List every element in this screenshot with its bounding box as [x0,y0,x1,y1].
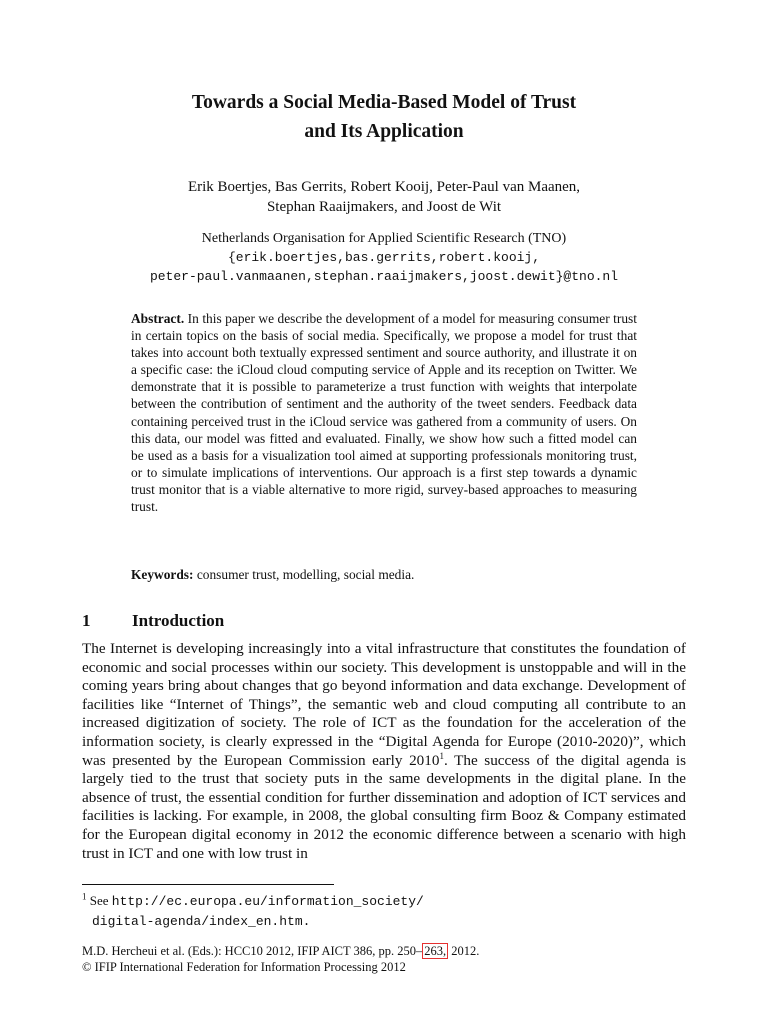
abstract-label: Abstract. [131,311,185,326]
affiliation: Netherlands Organisation for Applied Scientific Research (TNO) [201,231,567,246]
section-title: Introduction [132,611,225,630]
citation-footer [82,943,479,975]
footnote-see: See [89,893,109,908]
intro-paragraph [82,640,686,863]
copyright: © IFIP International Federation for Information Processing 2012 [82,960,406,974]
footnote-url-1[interactable]: http://ec.europa.eu/information_society/ [111,894,424,909]
footnote-divider [82,884,334,885]
footnote-mark: 1 [82,891,87,902]
citation-post: 2012. [448,944,480,958]
keywords-label: Keywords: [131,567,194,582]
keywords [131,566,414,583]
page-range-link[interactable]: 263, [424,944,447,958]
footnote-url-2[interactable]: digital-agenda/index_en.htm. [92,914,311,929]
citation-pre: M.D. Hercheui et al. (Eds.): HCC10 2012, IFIP AICT 386, pp. 250– [82,944,423,958]
section-heading [82,611,224,631]
author-list [0,177,768,217]
footnote-reference[interactable]: 1 [439,750,444,761]
paper-title [0,88,768,146]
authors-line-2: Stephan Raaijmakers, and Joost de Wit [266,199,502,215]
intro-text-2: . The success of the digital agenda is largely tied to the trust that society puts in the same developments in the digital plane. In the absence of trust, the essential condition for further dissemination and adoption of ICT services and facilities is lacking. For example, in 2008, the global consulting firm Booz & Company estimated for the European digital economy in 2012 the economic difference between a scenario with high trust in ICT and one with low trust in [82,751,686,862]
keywords-text: consumer trust, modelling, social media. [193,567,415,582]
emails-line-1: {erik.boertjes,bas.gerrits,robert.kooij, [227,250,541,265]
section-number: 1 [82,611,91,630]
authors-line-1: Erik Boertjes, Bas Gerrits, Robert Kooij, Peter-Paul van Maanen, [187,179,581,195]
title-line-2: and Its Application [304,121,464,142]
emails-line-2: peter-paul.vanmaanen,stephan.raaijmakers,joost.dewit}@tno.nl [149,269,619,284]
abstract [131,310,637,515]
title-line-1: Towards a Social Media-Based Model of Trust [191,92,577,113]
affiliation-block [0,229,768,286]
abstract-text: In this paper we describe the development of a model for measuring consumer trust in certain topics on the basis of social media. Specifically, we propose a model for trust that takes into account both textually expressed sentiment and source authority, and illustrate it on a specific case: the iCloud cloud computing service of Apple and its reception on Twitter. We demonstrate that it is possible to parameterize a trust function with weights that interpolate between the contribution of sentiment and the authority of the tweet senders. Feedback data containing perceived trust in the iCloud service was gathered from a community of users. On this data, our model was fitted and evaluated. Finally, we show how such a fitted model can be used as a basis for a visualization tool aimed at supporting professionals monitoring trust, or to simulate implications of interventions. Our approach is a first step towards a dynamic trust monitor that is a viable alternative to more rigid, survey-based approaches to measuring trust. [131,311,637,515]
intro-text-1: The Internet is developing increasingly into a vital infrastructure that constitutes the foundation of economic and social processes within our society. This development is unstoppable and will in the coming years bring about changes that go beyond information and data exchange. Development of facilities like “Internet of Things”, the semantic web and cloud computing all contribute to an increased digitization of society. The role of ICT as the foundation for the acceleration of the information society, is clearly expressed in the “Digital Agenda for Europe (2010-2020)”, which was presented by the European Commission early 2010 [82,640,686,769]
footnote [82,891,424,931]
